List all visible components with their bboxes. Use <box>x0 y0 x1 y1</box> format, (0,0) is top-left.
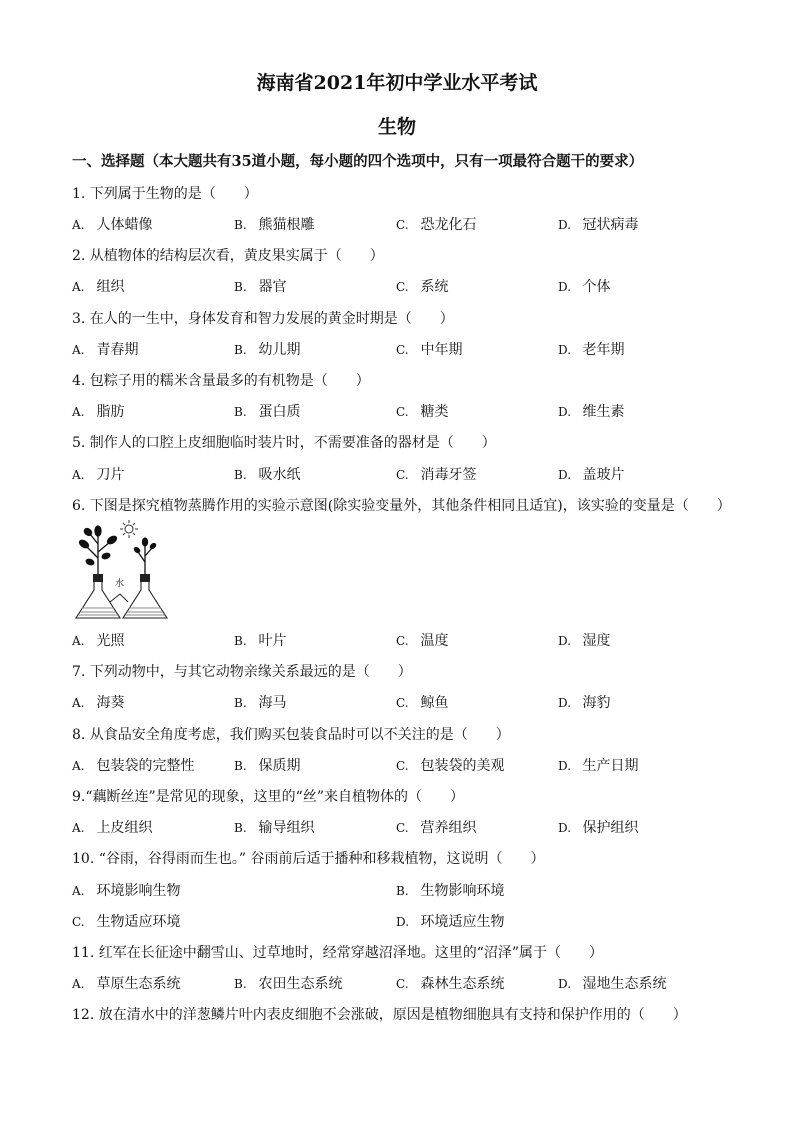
q8-option-b: B. 保质期 <box>234 758 301 774</box>
q6-option-a: A. 光照 <box>72 633 125 649</box>
q10-option-c: C. 生物适应环境 <box>72 914 181 930</box>
q8-option-a: A. 包装袋的完整性 <box>72 758 195 774</box>
q4-option-c: C. 糖类 <box>396 404 449 420</box>
q11-option-c: C. 森林生态系统 <box>396 976 505 992</box>
q11-option-b: B. 农田生态系统 <box>234 976 343 992</box>
q11-option-a: A. 草原生态系统 <box>72 976 181 992</box>
q9-option-d: D. 保护组织 <box>558 820 639 836</box>
q2-option-c: C. 系统 <box>396 279 449 295</box>
question-3: 3. 在人的一生中，身体发育和智力发展的黄金时期是（ ） <box>72 311 454 327</box>
q6-option-d: D. 湿度 <box>558 633 611 649</box>
q6-option-b: B. 叶片 <box>234 633 287 649</box>
q1-option-d: D. 冠状病毒 <box>558 217 639 233</box>
q9-option-a: A. 上皮组织 <box>72 820 153 836</box>
q3-option-c: C. 中年期 <box>396 342 463 358</box>
q6-option-c: C. 温度 <box>396 633 449 649</box>
section-heading: 一、选择题（本大题共有35道小题，每小题的四个选项中，只有一项最符合题干的要求） <box>72 153 644 170</box>
plant-without-leaves-icon <box>133 538 156 576</box>
q4-option-b: B. 蛋白质 <box>234 404 301 420</box>
plant-with-leaves-icon <box>78 526 118 576</box>
question-2: 2. 从植物体的结构层次看，黄皮果实属于（ ） <box>72 248 384 264</box>
q1-option-a: A. 人体蜡像 <box>72 217 153 233</box>
subject-title: 生物 <box>377 116 416 138</box>
water-label: 水 <box>115 579 125 589</box>
sun-icon <box>120 520 138 538</box>
question-11: 11. 红军在长征途中翻雪山、过草地时，经常穿越沼泽地。这里的“沼泽”属于（ ） <box>72 945 604 961</box>
q5-option-c: C. 消毒牙签 <box>396 467 477 483</box>
question-10: 10. “谷雨，谷得雨而生也。” 谷雨前后适于播种和移栽植物，这说明（ ） <box>72 851 545 867</box>
q1-option-b: B. 熊猫根雕 <box>234 217 315 233</box>
q3-option-d: D. 老年期 <box>558 342 625 358</box>
transpiration-experiment-figure <box>68 518 178 622</box>
exam-title: 海南省2021年初中学业水平考试 <box>256 72 538 94</box>
q7-option-d: D. 海豹 <box>558 695 611 711</box>
q2-option-d: D. 个体 <box>558 279 611 295</box>
q1-option-c: C. 恐龙化石 <box>396 217 477 233</box>
question-5: 5. 制作人的口腔上皮细胞临时装片时，不需要准备的器材是（ ） <box>72 435 496 451</box>
q8-option-d: D. 生产日期 <box>558 758 639 774</box>
question-6: 6. 下图是探究植物蒸腾作用的实验示意图(除实验变量外，其他条件相同且适宜)，该实验的变量是（ ） <box>72 498 731 514</box>
q7-option-a: A. 海葵 <box>72 695 125 711</box>
q9-option-b: B. 输导组织 <box>234 820 315 836</box>
q7-option-c: C. 鲸鱼 <box>396 695 449 711</box>
q10-option-d: D. 环境适应生物 <box>396 914 505 930</box>
q7-option-b: B. 海马 <box>234 695 287 711</box>
q5-option-d: D. 盖玻片 <box>558 467 625 483</box>
q10-option-b: B. 生物影响环境 <box>396 883 505 899</box>
q9-option-c: C. 营养组织 <box>396 820 477 836</box>
question-4: 4. 包粽子用的糯米含量最多的有机物是（ ） <box>72 373 370 389</box>
question-7: 7. 下列动物中，与其它动物亲缘关系最远的是（ ） <box>72 664 412 680</box>
question-9: 9.“藕断丝连”是常见的现象，这里的“丝”来自植物体的（ ） <box>72 789 464 805</box>
q5-option-a: A. 刀片 <box>72 467 125 483</box>
question-1: 1. 下列属于生物的是（ ） <box>72 186 258 202</box>
q11-option-d: D. 湿地生态系统 <box>558 976 667 992</box>
q8-option-c: C. 包装袋的美观 <box>396 758 505 774</box>
q4-option-d: D. 维生素 <box>558 404 625 420</box>
question-8: 8. 从食品安全角度考虑，我们购买包装食品时可以不关注的是（ ） <box>72 727 510 743</box>
q5-option-b: B. 吸水纸 <box>234 467 301 483</box>
q2-option-b: B. 器官 <box>234 279 287 295</box>
q3-option-a: A. 青春期 <box>72 342 139 358</box>
left-flask-icon <box>76 582 120 618</box>
q4-option-a: A. 脂肪 <box>72 404 125 420</box>
q10-option-a: A. 环境影响生物 <box>72 883 181 899</box>
right-flask-icon <box>123 582 167 618</box>
q2-option-a: A. 组织 <box>72 279 125 295</box>
question-12: 12. 放在清水中的洋葱鳞片叶内表皮细胞不会涨破，原因是植物细胞具有支持和保护作用的（ ） <box>72 1007 687 1023</box>
q3-option-b: B. 幼儿期 <box>234 342 301 358</box>
